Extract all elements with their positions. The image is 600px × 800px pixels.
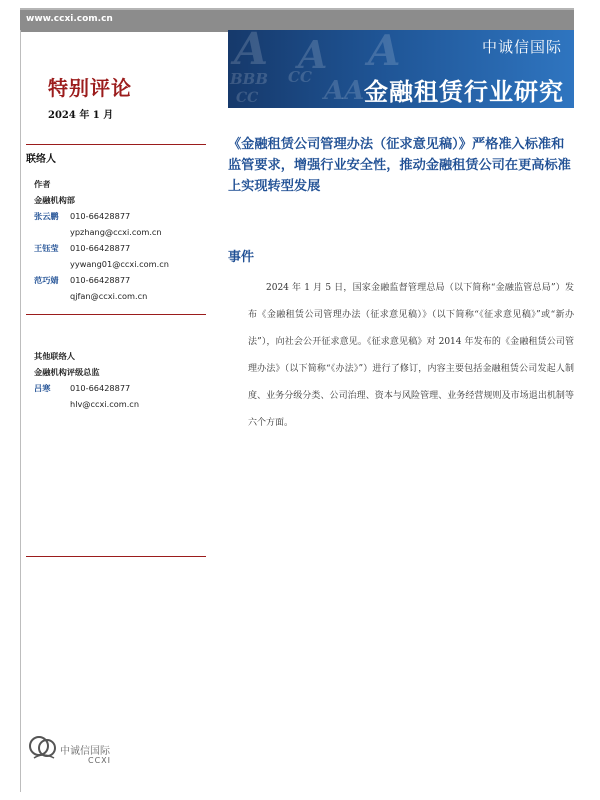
- site-url: www.ccxi.com.cn: [26, 14, 113, 24]
- banner-deco-letter: A: [234, 30, 269, 75]
- section-heading-event: 事件: [228, 250, 255, 265]
- contact-email[interactable]: ypzhang@ccxi.com.cn: [70, 227, 162, 237]
- contact-email[interactable]: yywang01@ccxi.com.cn: [70, 259, 169, 269]
- contact-name: 吕寒: [34, 383, 51, 393]
- divider: [26, 556, 206, 557]
- banner-deco-letter: CC: [288, 68, 312, 86]
- divider: [26, 314, 206, 315]
- contact-phone: 010-66428877: [70, 383, 131, 393]
- logo-en-text: CCXI: [88, 756, 112, 765]
- contact-email[interactable]: hlv@ccxi.com.cn: [70, 399, 140, 409]
- other-department: 金融机构评级总监: [34, 367, 100, 377]
- contact-row: [26, 208, 169, 224]
- top-bar: [20, 8, 574, 32]
- other-contacts-block: [26, 348, 139, 412]
- logo-mark-icon: [28, 734, 58, 762]
- contact-row: [26, 272, 169, 288]
- contact-name: 范巧婧: [34, 275, 59, 285]
- banner-deco-letter: A: [298, 32, 328, 77]
- contact-phone: 010-66428877: [70, 243, 131, 253]
- left-margin-line: [20, 30, 21, 792]
- banner-title: 金融租赁行业研究: [364, 77, 564, 106]
- author-label: 作者: [34, 179, 51, 189]
- banner-brand: 中诚信国际: [481, 38, 562, 56]
- banner-deco-letter: A: [368, 30, 401, 75]
- divider: [26, 144, 206, 145]
- contacts-block: [26, 176, 169, 304]
- banner-deco-letter: AA: [324, 76, 365, 106]
- contact-row: [26, 380, 139, 396]
- body-paragraph: 2024 年 1 月 5 日，国家金融监督管理总局（以下简称“金融监管总局”）发布《金融租赁公司管理办法（征求意见稿）》（以下简称“《征求意见稿》”或“新办法”），向社会公开征求意见。《征求意见稿》对 2014 年发布的《金融租赁公司管理办法》（以下简称“《办法》”）进行了修订，内容主要包括金融租赁公司发起人制度、业务分级分类、公司治理、资本与风险管理、业务经营规则及市场退出机制等六个方面。: [248, 283, 574, 428]
- headline: 《金融租赁公司管理办法（征求意见稿）》严格准入标准和监管要求，增强行业安全性，推动金融租赁公司在更高标准上实现转型发展: [228, 137, 571, 194]
- contact-email[interactable]: qjfan@ccxi.com.cn: [70, 291, 148, 301]
- report-date: 2024 年 1 月: [48, 110, 114, 121]
- ccxi-logo: [28, 734, 112, 766]
- contact-name: 张云鹏: [34, 211, 59, 221]
- banner-deco-letter: BBB: [230, 70, 269, 88]
- other-contacts-label: 其他联络人: [34, 351, 75, 361]
- contact-phone: 010-66428877: [70, 211, 131, 221]
- contact-phone: 010-66428877: [70, 275, 131, 285]
- report-type: 特别评论: [48, 76, 132, 100]
- contacts-heading: 联络人: [26, 154, 56, 165]
- contact-name: 王钰莹: [34, 243, 59, 253]
- report-banner: [228, 30, 574, 108]
- logo-cn-text: 中诚信国际: [60, 746, 110, 757]
- department: 金融机构部: [34, 195, 75, 205]
- contact-row: [26, 240, 169, 256]
- banner-deco-letter: CC: [236, 90, 259, 106]
